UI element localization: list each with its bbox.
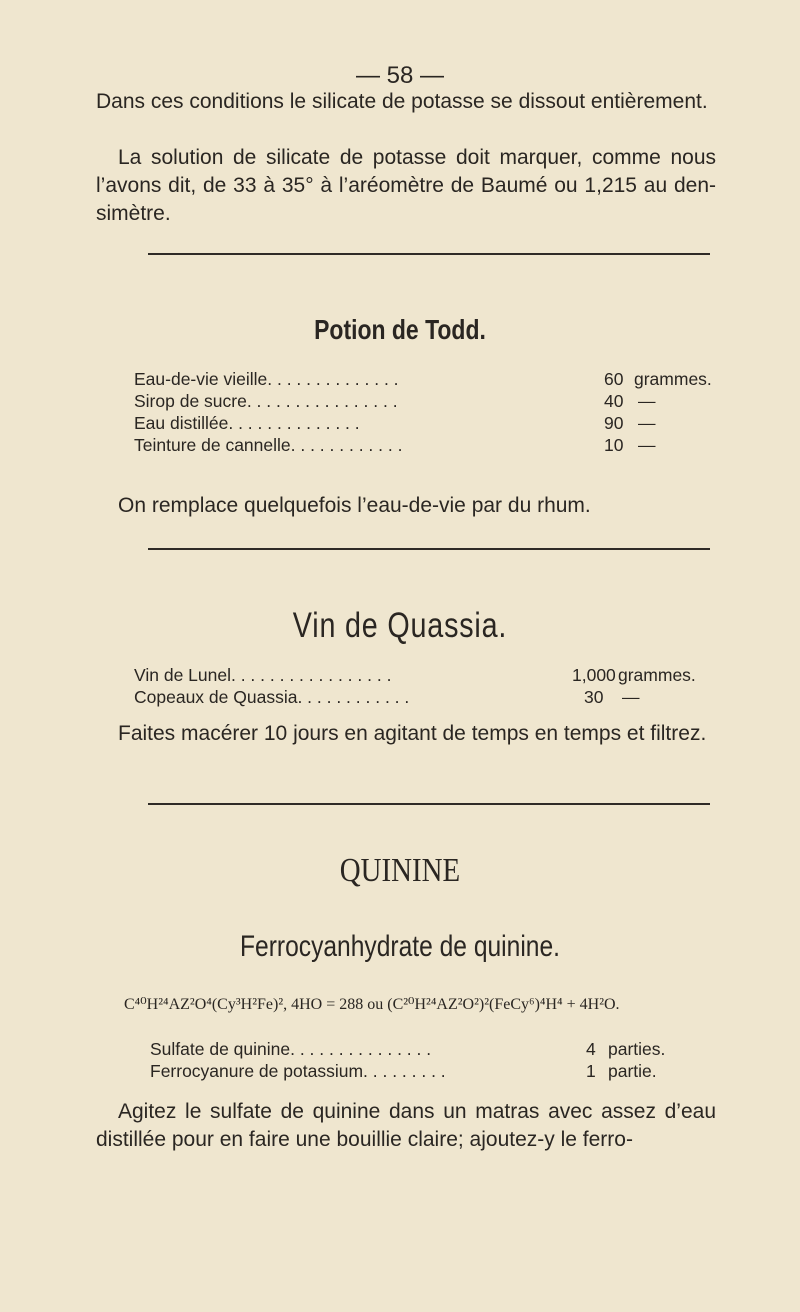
ingredient-name: Eau-de-vie vieille. . . . . . . . . . . . . . [134,369,399,389]
ingredient-quantity: 10 [604,435,624,455]
ingredient-name: Sulfate de quinine. . . . . . . . . . . . . . . [150,1039,432,1059]
intro-paragraph-2: La solution de silicate de potasse doit marquer, comme nous l’avons dit, de 33 à 35° à l’aréomètre de Baumé ou 1,215 au densimètre. [96,146,716,225]
ingredient-quantity: 4 [586,1039,596,1059]
list-item [134,686,714,708]
ingredient-unit: grammes. [618,665,696,685]
list-item [150,1060,720,1082]
todd-note: On remplace quelquefois l’eau-de-vie par du rhum. [118,494,591,517]
list-item [134,664,714,686]
ingredient-unit: partie. [608,1061,657,1081]
ingredient-unit: grammes. [634,369,712,389]
intro-paragraph-1: Dans ces conditions le silicate de potasse se dissout entièrement. [96,90,708,113]
ingredient-unit: — [638,435,656,455]
list-item [134,412,714,434]
quinine-ingredient-list [150,1038,720,1082]
ingredient-unit: — [622,687,640,707]
ingredient-quantity: 60 [604,369,624,389]
quassia-title: Vin de Quassia. [292,606,508,645]
quinine-title: Ferrocyanhydrate de quinine. [239,930,560,963]
section-divider [148,253,710,255]
ingredient-name: Vin de Lunel. . . . . . . . . . . . . . . . . [134,665,392,685]
quassia-ingredient-list [134,664,714,708]
list-item [134,368,714,390]
ingredient-quantity: 30 [584,687,604,707]
ingredient-name: Teinture de cannelle. . . . . . . . . . . . [134,435,403,455]
section-divider [148,803,710,805]
quinine-note: Agitez le sulfate de quinine dans un matras avec assez d’eau distillée pour en faire une bouillie claire; ajoutez-y le ferro- [96,1100,716,1151]
list-item [150,1038,720,1060]
list-item [134,434,714,456]
section-divider [148,548,710,550]
page-number: — 58 — [355,62,445,89]
chemical-formula: C⁴⁰H²⁴AZ²O⁴(Cy³H²Fe)², 4HO = 288 ou (C²⁰H²⁴AZ²O²)²(FeCy⁶)⁴H⁴ + 4H²O. [124,996,620,1013]
ingredient-quantity: 90 [604,413,624,433]
ingredient-name: Sirop de sucre. . . . . . . . . . . . . . . . [134,391,398,411]
ingredient-quantity: 1,000 [572,665,616,685]
quinine-heading: QUININE [339,852,461,889]
ingredient-unit: parties. [608,1039,666,1059]
ingredient-unit: — [638,391,656,411]
todd-ingredient-list [134,368,714,456]
ingredient-name: Ferrocyanure de potassium. . . . . . . . . [150,1061,446,1081]
todd-title: Potion de Todd. [314,314,486,345]
ingredient-unit: — [638,413,656,433]
ingredient-name: Copeaux de Quassia. . . . . . . . . . . . [134,687,410,707]
quassia-note: Faites macérer 10 jours en agitant de temps en temps et filtrez. [118,722,707,745]
ingredient-quantity: 40 [604,391,624,411]
ingredient-quantity: 1 [586,1061,596,1081]
list-item [134,390,714,412]
ingredient-name: Eau distillée. . . . . . . . . . . . . . [134,413,360,433]
